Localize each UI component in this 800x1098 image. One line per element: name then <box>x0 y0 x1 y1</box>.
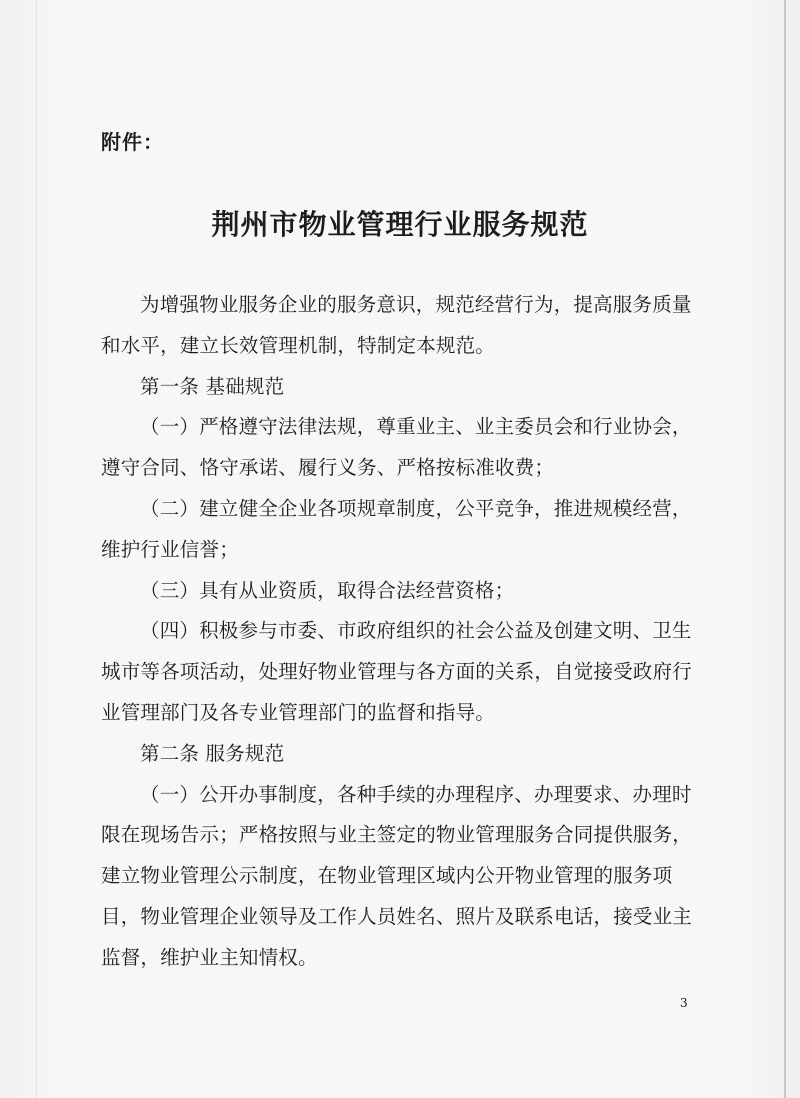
section1-item-1: （一）严格遵守法律法规，尊重业主、业主委员会和行业协会，遵守合同、恪守承诺、履行义务、严格按标准收费； <box>101 415 692 480</box>
scan-edge-left <box>36 0 37 1098</box>
section1-item-3: （三）具有从业资质，取得合法经营资格； <box>140 578 515 602</box>
section1-item-4: （四）积极参与市委、市政府组织的社会公益及创建文明、卫生城市等各项活动，处理好物业管理与各方面的关系，自觉接受政府行业管理部门及各专业管理部门的监督和指导。 <box>101 619 693 724</box>
section1-item-2: （二）建立健全企业各项规章制度，公平竞争，推进规模经营，维护行业信誉； <box>101 496 692 561</box>
section2-item-1: （一）公开办事制度，各种手续的办理程序、办理要求、办理时限在现场告示；严格按照与业主签定的物业管理服务合同提供服务，建立物业管理公示制度，在物业管理区域内公开物业管理的服务项目，物业管理企业领导及工作人员姓名、照片及联系电话，接受业主监督，维护业主知情权。 <box>101 782 693 969</box>
document-body <box>101 285 701 979</box>
intro-paragraph: 为增强物业服务企业的服务意识，规范经营行为，提高服务质量和水平，建立长效管理机制，特制定本规范。 <box>101 293 692 357</box>
document-title: 荆州市物业管理行业服务规范 <box>211 208 589 241</box>
scan-edge-right <box>784 0 786 1098</box>
section2-heading: 第二条 服务规范 <box>140 741 285 765</box>
section1-heading: 第一条 基础规范 <box>140 374 285 398</box>
attachment-label: 附件： <box>101 130 164 154</box>
page-number: 3 <box>680 996 688 1010</box>
